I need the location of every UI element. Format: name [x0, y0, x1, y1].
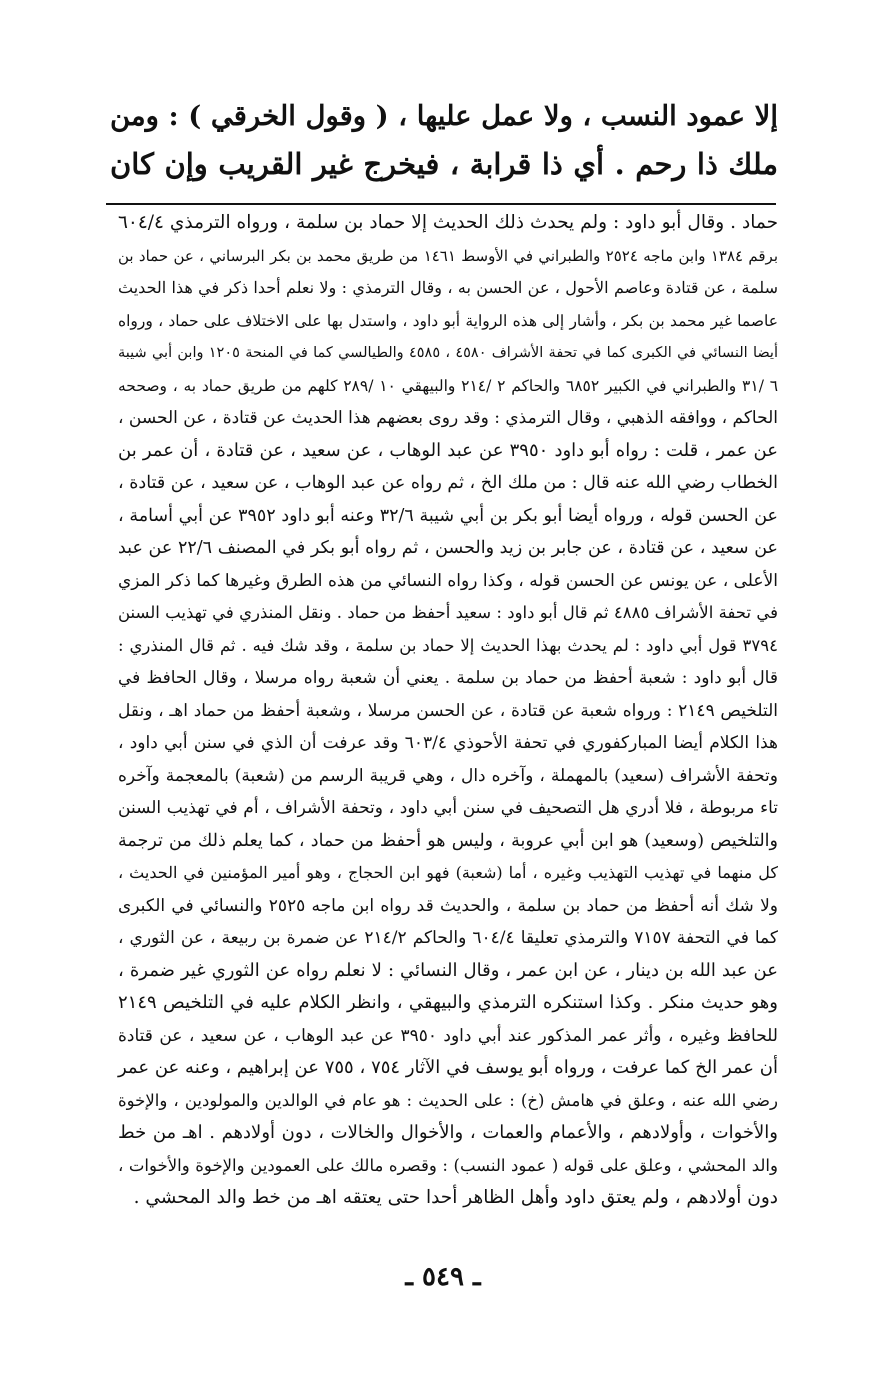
footnote-line: سلمة ، عن قتادة وعاصم الأحول ، عن الحسن به ، وقال الترمذي : ولا نعلم أحدا ذكر في هذا الحديث: [118, 278, 778, 297]
footnote-line: برقم ١٣٨٤ وابن ماجه ٢٥٢٤ والطبراني في الأوسط ١٤٦١ من طريق محمد بن بكر البرساني ، عن حماد بن: [118, 246, 779, 265]
footnote-line: ٦ /٣١ والطبراني في الكبير ٦٨٥٢ والحاكم ٢ /٢١٤ والبيهقي ١٠ /٢٨٩ كلهم من طريق حماد به ، وصححه: [118, 376, 779, 395]
footnote-line: حماد . وقال أبو داود : ولم يحدث ذلك الحديث إلا حماد بن سلمة ، ورواه الترمذي ٦٠٤/٤: [118, 212, 778, 233]
footnote-line: في تحفة الأشراف ٤٨٨٥ ثم قال أبو داود : سعيد أحفظ من حماد . ونقل المنذري في تهذيب السنن: [118, 603, 778, 622]
footnote-line: عاصما غير محمد بن بكر ، وأشار إلى هذه الرواية أبو داود ، واستدل بها على الاختلاف على حماد ، ورواه: [118, 311, 778, 330]
footnote-line: والأخوات ، وأولادهم ، والأعمام والعمات ، والأخوال والخالات ، دون أولادهم . اهـ من خط: [118, 1122, 778, 1143]
footnote-line: الخطاب رضي الله عنه قال : من ملك الخ ، ثم رواه عن عبد الوهاب ، عن سعيد ، عن قتادة ،: [118, 473, 778, 493]
page-number: ـ ٥٤٩ ـ: [405, 1262, 481, 1292]
footnote-line: وهو حديث منكر . وكذا استنكره الترمذي والبيهقي ، وانظر الكلام عليه في التلخيص ٢١٤٩: [118, 992, 778, 1013]
footnote-line: للحافظ وغيره ، وأثر عمر المذكور عند أبي داود ٣٩٥٠ عن عبد الوهاب ، عن سعيد ، عن قتادة: [118, 1025, 778, 1046]
footnote-line: وتحفة الأشراف (سعيد) بالمهملة ، وآخره دال ، وهي قريبة الرسم من (شعبة) بالمعجمة وآخره: [118, 765, 778, 786]
main-text: [110, 92, 778, 188]
main-text-line: ملك ذا رحم . أي ذا قرابة ، فيخرج غير القريب وإن كان: [110, 147, 778, 181]
footnote-line: هذا الكلام أيضا المباركفوري في تحفة الأحوذي ٦٠٣/٤ وقد عرفت أن الذي في سنن أبي داود ،: [118, 733, 778, 753]
footnote-separator: [106, 203, 776, 205]
footnote-line: عن الحسن قوله ، ورواه أيضا أبو بكر بن أبي شيبة ٣٢/٦ وعنه أبو داود ٣٩٥٢ عن أبي أسامة ،: [118, 505, 778, 526]
footnote-line: والتلخيص (وسعيد) هو ابن أبي عروبة ، وليس هو أحفظ من حماد ، كما يعلم ذلك من ترجمة: [118, 830, 778, 851]
footnote-line: أن عمر الخ كما عرفت ، ورواه أبو يوسف في الآثار ٧٥٤ ، ٧٥٥ عن إبراهيم ، وعنه عن عمر: [118, 1057, 779, 1078]
footnote-line: قال أبو داود : شعبة أحفظ من حماد بن سلمة . يعني أن شعبة رواه مرسلا ، وقال الحافظ في: [118, 668, 778, 688]
footnote-line: عن عمر ، قلت : رواه أبو داود ٣٩٥٠ عن عبد الوهاب ، عن سعيد ، عن قتادة ، أن عمر بن: [118, 439, 778, 461]
footnote-line: أيضا النسائي في الكبرى كما في تحفة الأشراف ٤٥٨٠ ، ٤٥٨٥ والطيالسي كما في المنحة ١٢٠٥ وابن أبي شيبة: [118, 345, 778, 361]
footnote-line: عن عبد الله بن دينار ، عن ابن عمر ، وقال النسائي : لا نعلم رواه عن الثوري غير ضمرة ،: [118, 959, 778, 981]
footnote-line: دون أولادهم ، ولم يعتق داود وأهل الظاهر أحدا حتى يعتقه اهـ من خط والد المحشي .: [133, 1187, 778, 1208]
footnote-line: التلخيص ٢١٤٩ : ورواه شعبة عن قتادة ، عن الحسن مرسلا ، وشعبة أحفظ من حماد اهـ ، ونقل: [118, 700, 778, 721]
footnote-line: كل منهما في تهذيب التهذيب وغيره ، أما (شعبة) فهو ابن الحجاج ، وهو أمير المؤمنين في الحديث ،: [118, 863, 778, 882]
footnote-line: الحاكم ، ووافقه الذهبي ، وقال الترمذي : وقد روى بعضهم هذا الحديث عن قتادة ، عن الحسن ،: [118, 408, 778, 428]
footnote-line: والد المحشي ، وعلق على قوله ( عمود النسب) : وقصره مالك على العمودين والإخوة والأخوات ،: [118, 1155, 778, 1175]
footnote-line: ولا شك أنه أحفظ من حماد بن سلمة ، والحديث قد رواه ابن ماجه ٢٥٢٥ والنسائي في الكبرى: [118, 895, 778, 916]
footnote-line: كما في التحفة ٧١٥٧ والترمذي تعليقا ٦٠٤/٤ والحاكم ٢١٤/٢ عن ضمرة بن ربيعة ، عن الثوري ،: [118, 928, 778, 948]
main-text-line: إلا عمود النسب ، ولا عمل عليها ، ( وقول الخرقي ) : ومن: [110, 100, 778, 132]
footnotes: [118, 207, 778, 1215]
footnote-line: رضي الله عنه ، وعلق في هامش (خ) : على الحديث : هو عام في الوالدين والمولودين ، والإخوة: [118, 1090, 778, 1110]
footnote-line: الأعلى ، عن يونس عن الحسن قوله ، وكذا رواه النسائي من هذه الطرق وغيرها كما ذكر المزي: [118, 570, 778, 591]
footnote-line: عن سعيد ، عن قتادة ، عن جابر بن زيد والحسن ، ثم رواه أبو بكر في المصنف ٢٢/٦ عن عبد: [118, 538, 778, 558]
footnote-line: تاء مربوطة ، فلا أدري هل التصحيف في سنن أبي داود ، وتحفة الأشراف ، أم في تهذيب السنن: [118, 798, 778, 818]
footnote-line: ٣٧٩٤ قول أبي داود : لم يحدث بهذا الحديث إلا حماد بن سلمة ، وقد شك فيه . ثم قال المنذري :: [118, 635, 778, 655]
